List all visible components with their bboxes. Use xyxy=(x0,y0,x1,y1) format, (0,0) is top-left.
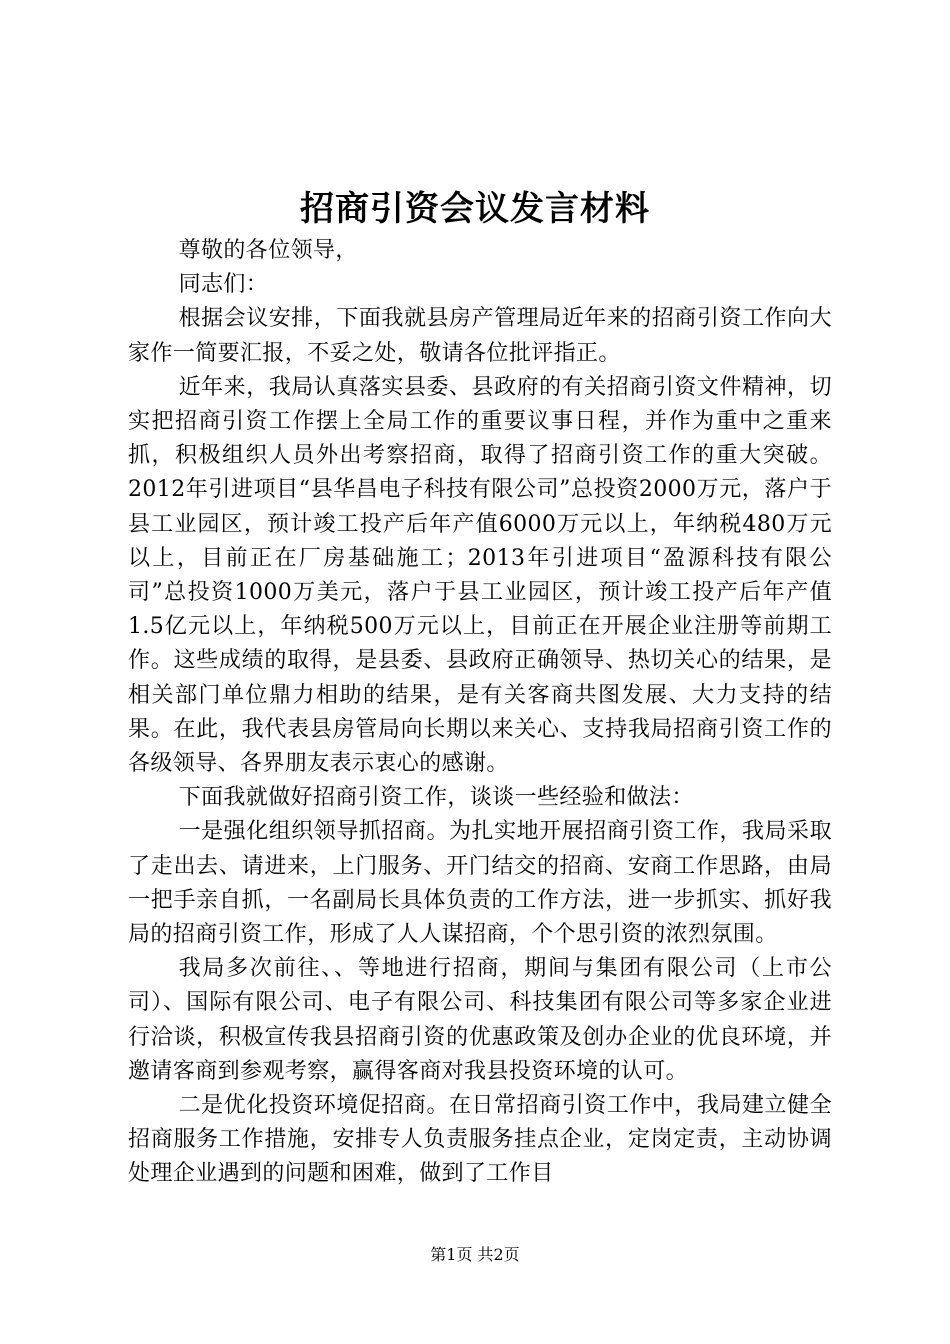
body-paragraph: 根据会议安排，下面我就县房产管理局近年来的招商引资工作向大家作一简要汇报，不妥之处，敬请各位批评指正。 xyxy=(128,306,832,366)
salutation-paragraph: 尊敬的各位领导， xyxy=(178,238,358,263)
page-footer: 第1页 共2页 xyxy=(430,1245,520,1264)
salutation-paragraph: 同志们： xyxy=(178,272,269,298)
document-body xyxy=(128,234,832,1192)
body-paragraph: 近年来，我局认真落实县委、县政府的有关招商引资文件精神，切实把招商引资工作摆上全局工作的重要议事日程，并作为重中之重来抓，积极组织人员外出考察招商，取得了招商引资工作的重大突破。2012年引进项目“县华昌电子科技有限公司”总投资2000万元，落户于县工业园区，预计竣工投产后年产值6000万元以上，年纳税480万元以上，目前正在厂房基础施工；2013年引进项目“盈源科技有限公司”总投资1000万美元，落户于县工业园区，预计竣工投产后年产值1.5亿元以上，年纳税500万元以上，目前正在开展企业注册等前期工作。这些成绩的取得，是县委、县政府正确领导、热切关心的结果，是相关部门单位鼎力相助的结果，是有关客商共图发展、大力支持的结果。在此，我代表县房管局向长期以来关心、支持我局招商引资工作的各级领导、各界朋友表示衷心的感谢。 xyxy=(128,374,832,777)
body-paragraph: 下面我就做好招商引资工作，谈谈一些经验和做法： xyxy=(178,785,694,811)
body-paragraph: 二是优化投资环境促招商。在日常招商引资工作中，我局建立健全招商服务工作措施，安排专人负责服务挂点企业，定岗定责，主动协调处理企业遇到的问题和困难，做到了工作目 xyxy=(128,1093,832,1187)
document-title: 招商引资会议发言材料 xyxy=(300,189,650,229)
body-paragraph: 我局多次前往、、等地进行招商，期间与集团有限公司（上市公司）、国际有限公司、电子有限公司、科技集团有限公司等多家企业进行洽谈，积极宣传我县招商引资的优惠政策及创办企业的优良环境，并邀请客商到参观考察，赢得客商对我县投资环境的认可。 xyxy=(128,956,832,1084)
body-paragraph: 一是强化组织领导抓招商。为扎实地开展招商引资工作，我局采取了走出去、请进来，上门服务、开门结交的招商、安商工作思路，由局一把手亲自抓，一名副局长具体负责的工作方法，进一步抓实、抓好我局的招商引资工作，形成了人人谋招商，个个思引资的浓烈氛围。 xyxy=(128,819,832,948)
